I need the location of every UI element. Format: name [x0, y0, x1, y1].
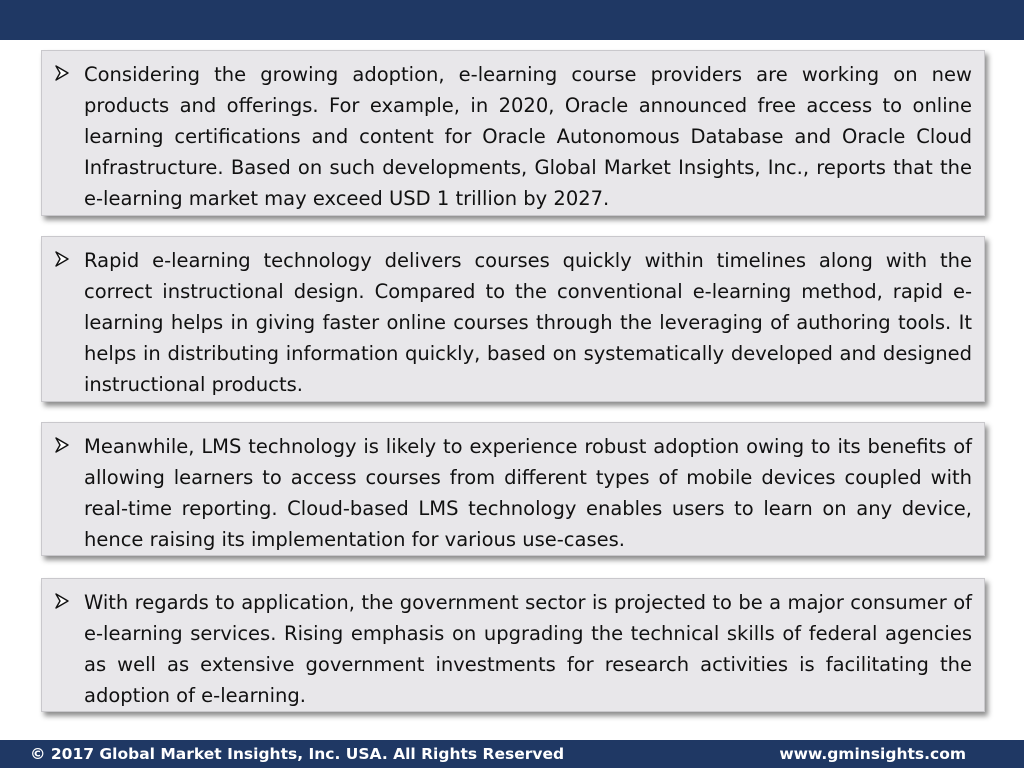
bullet-box-2	[41, 236, 985, 402]
bullet-text-1: Considering the growing adoption, e-learning course providers are working on new products and offerings. For example, in 2020, Oracle announced free access to online learning certifications and content for Oracle Autonomous Database and Oracle Cloud Infrastructure. Based on such developments, Global Market Insights, Inc., reports that the e-learning market may exceed USD 1 trillion by 2027.	[84, 63, 972, 210]
arrowhead-bullet-icon	[55, 593, 69, 609]
bullet-box-4	[41, 578, 985, 712]
copyright-text: © 2017 Global Market Insights, Inc. USA. All Rights Reserved	[30, 745, 565, 763]
footer-bar	[0, 740, 1024, 768]
bullet-text-3: Meanwhile, LMS technology is likely to experience robust adoption owing to its benefits of allowing learners to access courses from different types of mobile devices coupled with real-time reporting. Cloud-based LMS technology enables users to learn on any device, hence raising its implementation for various use-cases.	[84, 435, 972, 551]
bullet-box-3	[41, 422, 985, 556]
arrowhead-bullet-icon	[55, 437, 69, 453]
bullet-box-1	[41, 50, 985, 216]
arrowhead-bullet-icon	[55, 65, 69, 81]
header-bar	[0, 0, 1024, 40]
arrowhead-bullet-icon	[55, 251, 69, 267]
website-link[interactable]: www.gminsights.com	[779, 745, 966, 763]
bullet-text-2: Rapid e-learning technology delivers courses quickly within timelines along with the correct instructional design. Compared to the conventional e-learning method, rapid e-learning helps in giving faster online courses through the leveraging of authoring tools. It helps in distributing information quickly, based on systematically developed and designed instructional products.	[84, 249, 972, 396]
bullet-text-4: With regards to application, the government sector is projected to be a major consumer of e-learning services. Rising emphasis on upgrading the technical skills of federal agencies as well as extensive government investments for research activities is facilitating the adoption of e-learning.	[84, 591, 972, 707]
